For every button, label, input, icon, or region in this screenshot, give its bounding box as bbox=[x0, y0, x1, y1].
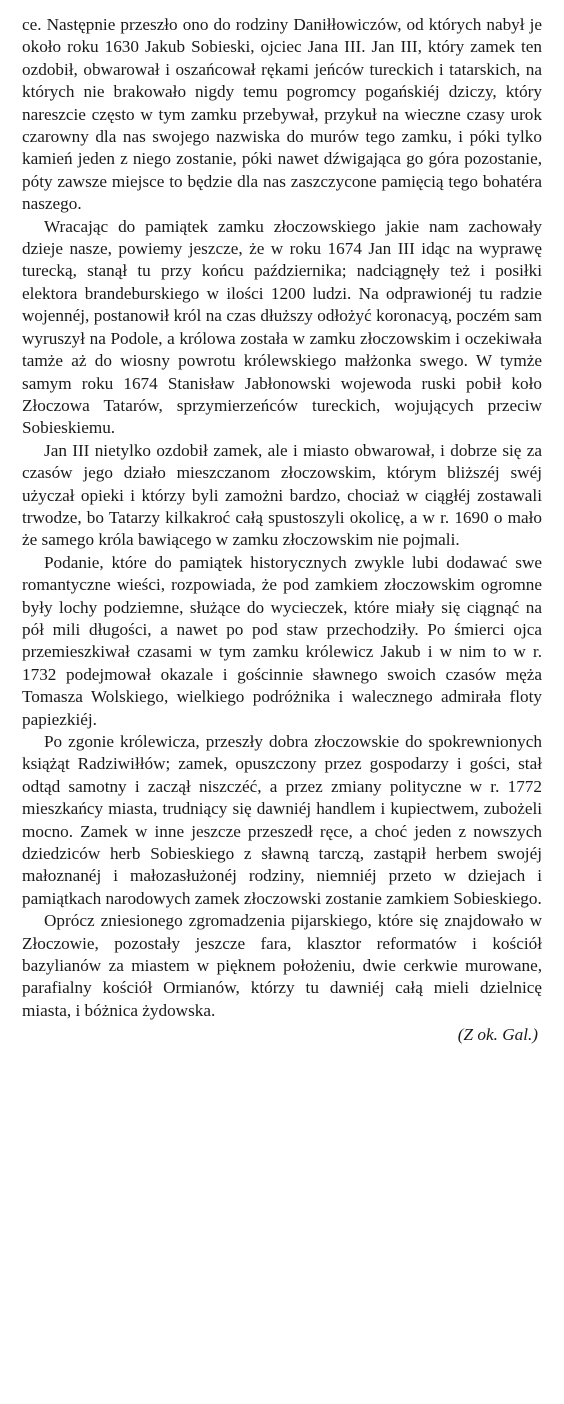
paragraph-1: ce. Następnie przeszło ono do rodziny Daniłłowiczów, od których nabył je około roku 1630 Jakub Sobieski, ojciec Jana III. Jan III, który zamek ten ozdobił, obwarował i oszańcował rękami jeńców tureckich i tatarskich, na których nie brakowało nigdy temu pogromcy pogańskiéj dziczy, który nareszcie często w tym zamku przebywał, przykuł na wieczne czasy urok czarowny dla nas swojego nazwiska do murów tego zamku, i póki tylko kamień jeden z niego zostanie, póki nawet dźwigająca go góra pozostanie, póty zawsze miejsce to będzie dla nas zaszczycone pamięcią tego bohatéra naszego. bbox=[22, 15, 542, 214]
paragraph-5: Po zgonie królewicza, przeszły dobra złoczowskie do spokrewnionych książąt Radziwiłłów; zamek, opuszczony przez gospodarzy i gości, stał odtąd samotny i zaczął niszczéć, a przez zmiany polityczne w r. 1772 mieszkańcy miasta, trudniący się dawniéj handlem i kupiectwem, zubożeli mocno. Zamek w inne jeszcze przeszedł ręce, a choć jeden z nowszych dziedziców herb Sobieskiego z sławną tarczą, zastąpił herbem swojéj małoznanéj i małozasłużonéj rodziny, niemniéj przeto w dziejach i pamiątkach narodowych zamek złoczowski zostanie zamkiem Sobieskiego. bbox=[22, 732, 542, 908]
paragraph-4: Podanie, które do pamiątek historycznych zwykle lubi dodawać swe romantyczne wieści, rozpowiada, że pod zamkiem złoczowskim ogromne były lochy podziemne, służące do wycieczek, które miały się ciągnąć na pół mili długości, a nawet po pod staw przechodziły. Po śmierci ojca przemieszkiwał czasami w tym zamku królewicz Jakub i w nim to w r. 1732 podejmował okazale i gościnnie sławnego swoich czasów męża Tomasza Wolskiego, wielkiego podróżnika i walecznego admirała floty papiezkiéj. bbox=[22, 552, 542, 729]
source-signature: (Z ok. Gal.) bbox=[457, 1025, 538, 1045]
paragraph-3: Jan III nietylko ozdobił zamek, ale i miasto obwarował, i dobrze się za czasów jego działo mieszczanom złoczowskim, którym bliższéj swéj użyczał opieki i którzy byli zamożni bardzo, chociaż w ciągłéj zostawali trwodze, bo Tatarzy kilkakroć całą spustoszyli okolicę, a w r. 1690 o mało że samego króla bawiącego w zamku złoczowskim nie pojmali. bbox=[22, 440, 542, 550]
paragraph-6: Oprócz zniesionego zgromadzenia pijarskiego, które się znajdowało w Złoczowie, pozostały jeszcze fara, klasztor reformatów i kościół bazylianów za miastem w pięknem położeniu, dwie cerkwie murowane, parafialny kościół Ormianów, którzy tu dawniéj całą mieli dzielnicę miasta, i bóżnica żydowska. bbox=[22, 911, 542, 1020]
paragraph-2: Wracając do pamiątek zamku złoczowskiego jakie nam zachowały dzieje nasze, powiemy jeszcze, że w roku 1674 Jan III idąc na wyprawę turecką, stanął tu przy końcu października; nadciągnęły też i posiłki elektora brandeburskiego w ilości 1200 ludzi. Na odprawionéj tu radzie wojennéj, postanowił król na czas dłuższy odłożyć koronacyą, poczém sam wyruszył na Podole, a królowa została w zamku złoczowskim i oczekiwała tamże aż do wiosny powrotu królewskiego małżonka swego. W tymże samym roku 1674 Stanisław Jabłonowski wojewoda ruski pobił koło Złoczowa Tatarów, sprzymierzeńców tureckich, wojujących przeciw Sobieskiemu. bbox=[22, 216, 542, 438]
document-page bbox=[22, 14, 542, 1047]
